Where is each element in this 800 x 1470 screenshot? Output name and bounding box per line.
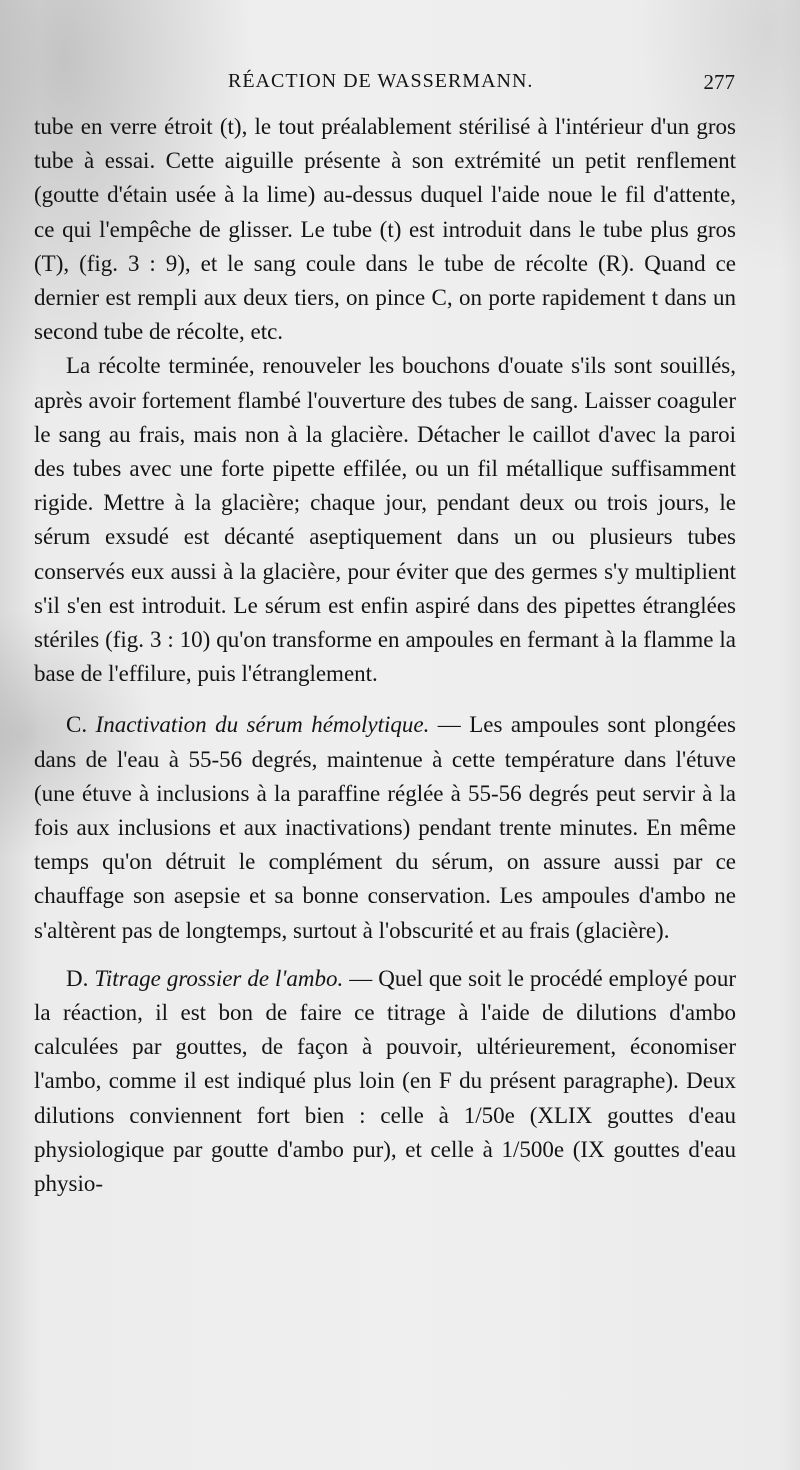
section-c bbox=[34, 708, 736, 947]
paragraph-2 bbox=[34, 349, 736, 691]
section-d-text: — Quel que soit le procédé employé pour la réaction, il est bon de faire ce titrage à l'aide de dilutions d'ambo calculées par gouttes, de façon à pouvoir, ultérieurement, économiser l'ambo, comme il est indiqué plus loin (en F du présent paragraphe). Deux dilutions conviennent fort bien : celle à 1/50e (XLIX gouttes d'eau physiologique par goutte d'ambo pur), et celle à 1/500e (IX gouttes d'eau physio- bbox=[34, 965, 737, 1197]
section-d-heading: Titrage grossier de l'ambo. bbox=[94, 965, 344, 991]
paragraph-1 bbox=[34, 110, 736, 349]
section-c-text: — Les ampoules sont plongées dans de l'eau à 55-56 degrés, maintenue à cette température dans l'étuve (une étuve à inclusions à la paraffine réglée à 55-56 degrés peut servir à la fois aux inclusions et aux inactivations) pendant trente minutes. En même temps qu'on détruit le complément du sérum, on assure aussi par ce chauffage son asepsie et sa bonne conservation. Les ampoules d'ambo ne s'altèrent pas de longtemps, surtout à l'obscurité et au frais (glacière). bbox=[34, 712, 736, 943]
running-title: RÉACTION DE WASSERMANN. bbox=[228, 70, 534, 92]
paragraph-2-text: La récolte terminée, renouveler les bouchons d'ouate s'ils sont souillés, après avoir fortement flambé l'ouverture des tubes de sang. Laisser coaguler le sang au frais, mais non à la glacière. Détacher le caillot d'avec la paroi des tubes avec une forte pipette effilée, ou un fil métallique suffisamment rigide. Mettre à la glacière; chaque jour, pendant deux ou trois jours, le sérum exsudé est décanté aseptiquement dans un ou plusieurs tubes conservés eux aussi à la glacière, pour éviter que des germes s'y multiplient s'il s'en est introduit. Le sérum est enfin aspiré dans des pipettes étranglées stériles (fig. 3 : 10) qu'on transforme en ampoules en fermant à la flamme la base de l'effilure, puis l'étranglement. bbox=[34, 353, 736, 687]
section-d-letter: D. bbox=[66, 965, 89, 991]
section-c-heading: Inactivation du sérum hémolytique. bbox=[95, 712, 430, 738]
paragraph-1-text: tube en verre étroit (t), le tout préalablement stérilisé à l'intérieur d'un gros tube à essai. Cette aiguille présente à son extrémité un petit renflement (goutte d'étain usée à la lime) au-dessus duquel l'aide noue le fil d'attente, ce qui l'empêche de glisser. Le tube (t) est introduit dans le tube plus gros (T), (fig. 3 : 9), et le sang coule dans le tube de récolte (R). Quand ce dernier est rempli aux deux tiers, on pince C, on porte rapidement t dans un second tube de récolte, etc. bbox=[34, 114, 736, 345]
page-number: 277 bbox=[703, 70, 735, 94]
section-d bbox=[34, 962, 736, 1201]
body-text bbox=[34, 110, 736, 1201]
page-header bbox=[40, 70, 735, 104]
section-c-letter: C. bbox=[66, 712, 88, 738]
